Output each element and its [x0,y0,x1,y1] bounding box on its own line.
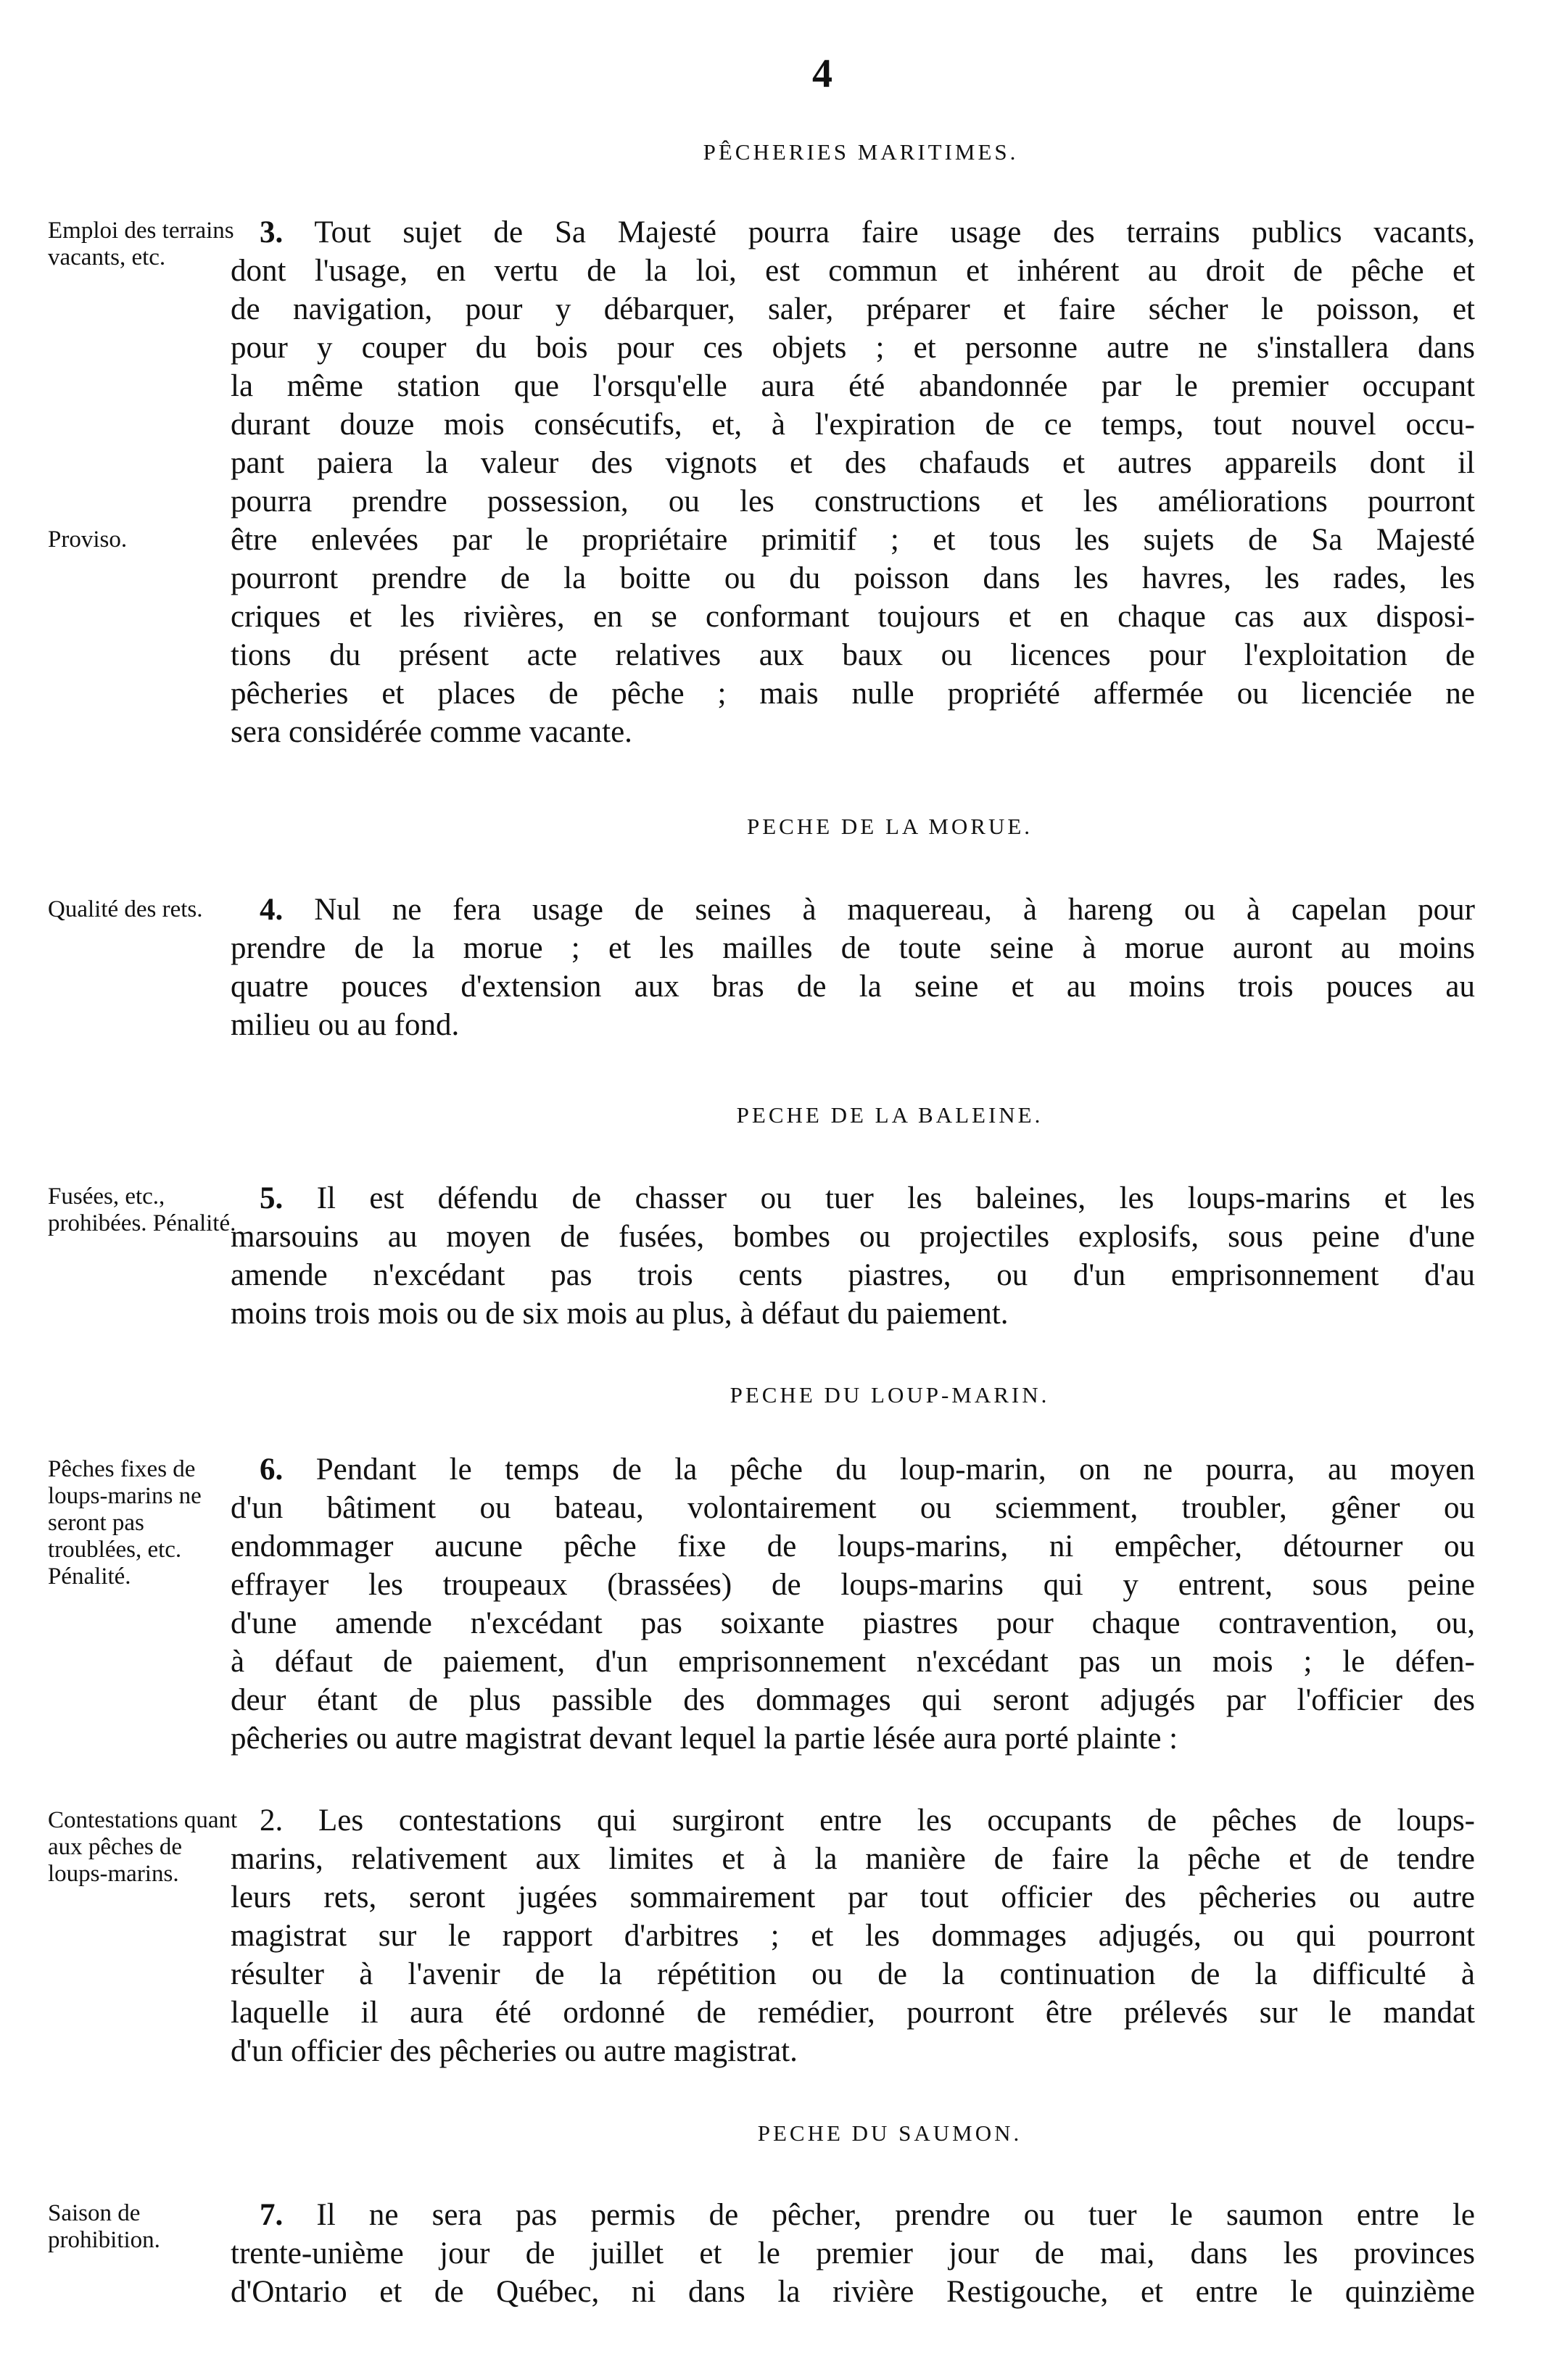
paragraph-line: trente-unième jour de juillet et le premier jour de mai, dans les provinces [231,2236,1475,2270]
paragraph-number: 2. [260,1803,284,1838]
section-heading-saumon: PECHE DU SAUMON. [757,2120,1022,2146]
paragraph-3 [231,213,1475,751]
paragraph-line: quatre pouces d'extension aux bras de la seine et au moins trois pouces au [231,970,1475,1004]
paragraph-line: 4. Nul ne fera usage de seines à maquereau, à hareng ou à capelan pour [260,893,1475,927]
paragraph-line: pourront prendre de la boitte ou du poisson dans les havres, les rades, les [231,561,1475,595]
section-heading-loup-marin: PECHE DU LOUP-MARIN. [730,1382,1050,1408]
paragraph-line: d'un officier des pêcheries ou autre magistrat. [231,2034,798,2068]
paragraph-line: sera considérée comme vacante. [231,715,632,749]
paragraph-line: pourra prendre possession, ou les constructions et les améliorations pourront [231,484,1475,518]
section-heading-baleine: PECHE DE LA BALEINE. [736,1102,1044,1128]
paragraph-line: à défaut de paiement, d'un emprisonnement n'excédant pas un mois ; le défen- [231,1645,1475,1679]
paragraph-line: moins trois mois ou de six mois au plus, à défaut du paiement. [231,1297,1009,1331]
paragraph-number: 5. [260,1181,284,1215]
margin-note-saison: Saison de prohibition. [48,2200,160,2253]
paragraph-line: 6. Pendant le temps de la pêche du loup-marin, on ne pourra, au moyen [260,1453,1475,1487]
paragraph-line: tions du présent acte relatives aux baux ou licences pour l'exploitation de [231,638,1475,672]
paragraph-line: marins, relativement aux limites et à la manière de faire la pêche et de tendre [231,1842,1475,1876]
paragraph-6 [231,1450,1475,1758]
paragraph-line: pant paiera la valeur des vignots et des chafauds et autres appareils dont il [231,446,1475,480]
paragraph-4 [231,891,1475,1044]
margin-note-proviso: Proviso. [48,526,128,553]
paragraph-line: de navigation, pour y débarquer, saler, préparer et faire sécher le poisson, et [231,292,1475,326]
paragraph-line: d'Ontario et de Québec, ni dans la rivière Restigouche, et entre le quinzième [231,2275,1475,2309]
paragraph-line: durant douze mois consécutifs, et, à l'expiration de ce temps, tout nouvel occu- [231,408,1475,442]
paragraph-line: pêcheries ou autre magistrat devant lequel la partie lésée aura porté plainte : [231,1722,1178,1756]
paragraph-line: amende n'excédant pas trois cents piastres, ou d'un emprisonnement d'au [231,1258,1475,1292]
paragraph-line: effrayer les troupeaux (brassées) de loups-marins qui y entrent, sous peine [231,1568,1475,1602]
margin-note-emploi: Emploi des terrains vacants, etc. [48,218,234,270]
paragraph-line: endommager aucune pêche fixe de loups-marins, ni empêcher, détourner ou [231,1529,1475,1563]
paragraph-line: marsouins au moyen de fusées, bombes ou projectiles explosifs, sous peine d'une [231,1220,1475,1254]
paragraph-7 [231,2196,1475,2311]
paragraph-line: d'une amende n'excédant pas soixante piastres pour chaque contravention, ou, [231,1606,1475,1640]
paragraph-line: criques et les rivières, en se conformant toujours et en chaque cas aux disposi- [231,600,1475,634]
paragraph-line: être enlevées par le propriétaire primitif ; et tous les sujets de Sa Majesté [231,523,1475,557]
running-head: PÊCHERIES MARITIMES. [703,139,1019,165]
paragraph-line: 7. Il ne sera pas permis de pêcher, prendre ou tuer le saumon entre le [260,2198,1476,2232]
paragraph-5 [231,1179,1475,1333]
paragraph-number: 6. [260,1453,284,1487]
paragraph-line: 3. Tout sujet de Sa Majesté pourra faire usage des terrains publics vacants, [260,215,1475,249]
paragraph-line: deur étant de plus passible des dommages qui seront adjugés par l'officier des [231,1683,1475,1717]
paragraph-line: d'un bâtiment ou bateau, volontairement ou sciemment, troubler, gêner ou [231,1491,1475,1525]
paragraph-number: 7. [260,2198,284,2232]
margin-note-peches-fixes: Pêches fixes de loups-marins ne seront pas troublées, etc. Pénalité. [48,1456,202,1590]
page-number: 4 [812,51,832,96]
paragraph-line: 5. Il est défendu de chasser ou tuer les baleines, les loups-marins et les [260,1181,1476,1215]
paragraph-line: laquelle il aura été ordonné de remédier, pourront être prélevés sur le mandat [231,1996,1475,2030]
paragraph-line: la même station que l'orsqu'elle aura été abandonnée par le premier occupant [231,369,1475,403]
paragraph-line: résulter à l'avenir de la répétition ou de la continuation de la difficulté à [231,1957,1475,1991]
section-heading-morue: PECHE DE LA MORUE. [746,814,1033,839]
paragraph-line: pêcheries et places de pêche ; mais nulle propriété affermée ou licenciée ne [231,677,1475,711]
paragraph-line: pour y couper du bois pour ces objets ; et personne autre ne s'installera dans [231,331,1475,365]
paragraph-line: leurs rets, seront jugées sommairement par tout officier des pêcheries ou autre [231,1880,1475,1914]
paragraph-line: dont l'usage, en vertu de la loi, est commun et inhérent au droit de pêche et [231,254,1475,288]
paragraph-line: prendre de la morue ; et les mailles de toute seine à morue auront au moins [231,931,1475,965]
margin-note-qualite: Qualité des rets. [48,896,203,922]
margin-note-fusees: Fusées, etc., prohibées. Pénalité. [48,1183,236,1236]
paragraph-line: 2. Les contestations qui surgiront entre les occupants de pêches de loups- [260,1803,1475,1838]
paragraph-number: 3. [260,215,284,249]
paragraph-line: milieu ou au fond. [231,1008,460,1042]
margin-note-contestations: Contestations quant aux pêches de loups-marins. [48,1807,238,1887]
paragraph-number: 4. [260,893,284,927]
paragraph-6-2 [231,1801,1475,2070]
paragraph-line: magistrat sur le rapport d'arbitres ; et les dommages adjugés, ou qui pourront [231,1919,1475,1953]
